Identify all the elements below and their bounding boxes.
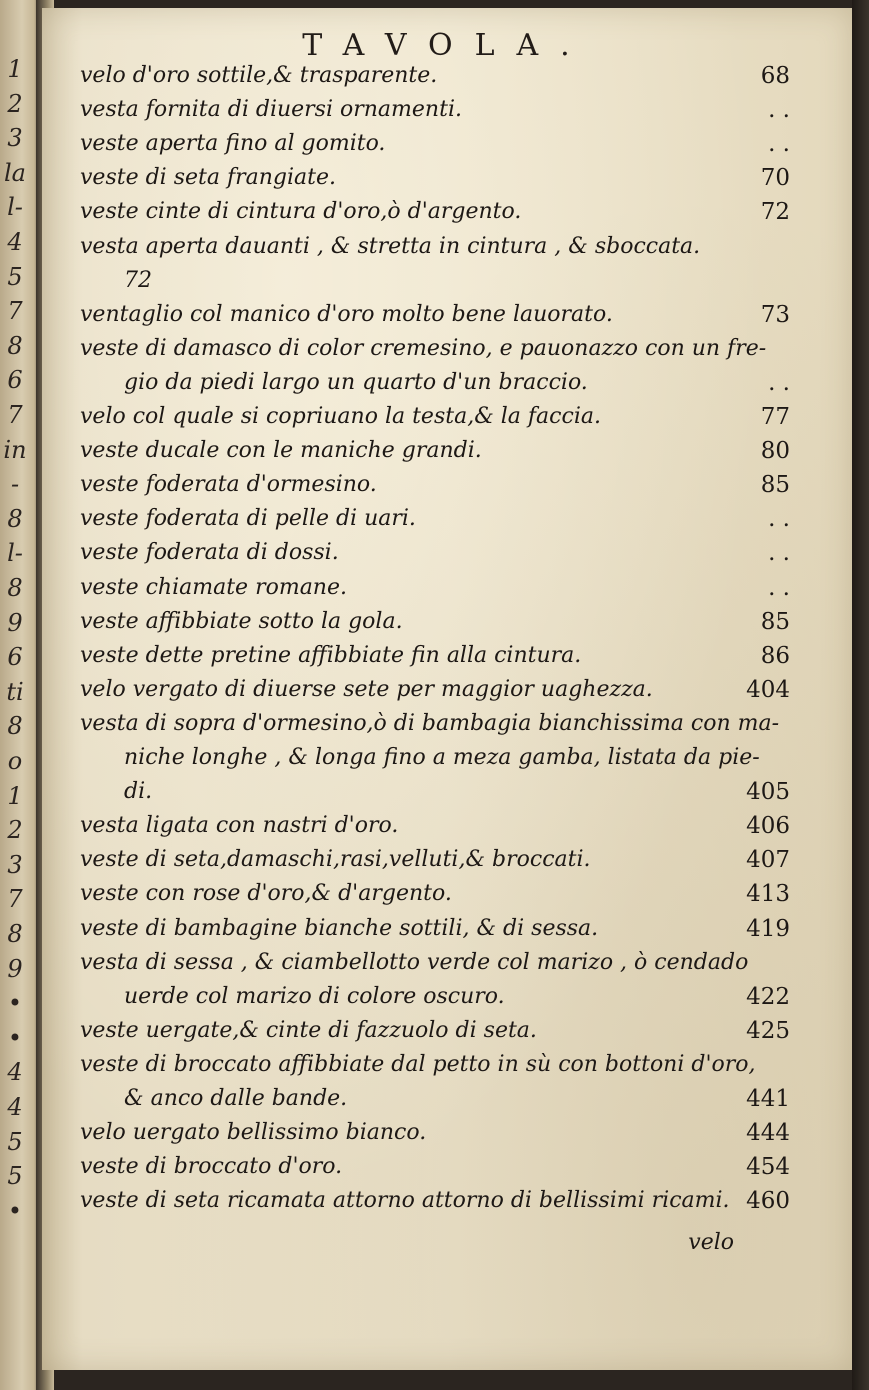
entry-text: vesta di sessa , & ciambellotto verde col marizo , ò cendado xyxy=(80,949,749,975)
index-entry-continuation xyxy=(124,745,790,779)
facing-page-glyph: 4 xyxy=(7,1093,23,1121)
facing-page-glyph: in xyxy=(3,435,27,464)
facing-page-glyph: 8 xyxy=(7,504,23,533)
index-entry xyxy=(80,234,790,268)
facing-page-glyph: • xyxy=(7,1196,23,1225)
entry-text: veste dette pretine affibbiate fin alla cintura. xyxy=(80,642,582,668)
index-entry xyxy=(80,711,790,745)
facing-page-glyph: 7 xyxy=(7,885,23,914)
index-entry xyxy=(80,609,790,643)
index-entry xyxy=(80,1154,790,1188)
entry-text: veste di broccato affibbiate dal petto in sù con bottoni d'oro, xyxy=(80,1051,756,1077)
entry-text: veste uergate,& cinte di fazzuolo di seta. xyxy=(80,1017,537,1043)
index-entry xyxy=(80,472,790,506)
facing-page-glyph: 6 xyxy=(7,366,23,395)
index-entry xyxy=(80,404,790,438)
facing-page-glyph: 5 xyxy=(7,1162,23,1191)
entry-text: vesta aperta dauanti , & stretta in cintura , & sboccata. xyxy=(80,233,701,259)
entry-text: veste aperta fino al gomito. xyxy=(80,131,386,157)
entry-text: di. xyxy=(124,779,153,805)
facing-page-glyph: 8 xyxy=(7,920,23,948)
facing-page-glyph: 3 xyxy=(7,850,23,879)
entry-text: veste di bambagine bianche sottili, & di sessa. xyxy=(80,915,599,941)
entry-page-number: . . xyxy=(768,131,790,158)
entry-page-number: 441 xyxy=(746,1086,790,1112)
facing-page-glyph: 4 xyxy=(7,1058,23,1087)
page-header: TAVOLA. xyxy=(302,28,592,63)
entry-text: veste di damasco di color cremesino, e pauonazzo con un fre- xyxy=(80,335,767,361)
facing-page-glyph: 5 xyxy=(7,262,23,291)
entry-text: vesta ligata con nastri d'oro. xyxy=(80,813,399,839)
index-entry-continuation xyxy=(124,268,790,302)
index-entry xyxy=(80,506,790,540)
entry-page-number: 85 xyxy=(760,608,790,635)
entry-page-number: 80 xyxy=(760,438,790,465)
index-entry xyxy=(80,916,790,950)
index-entry xyxy=(80,813,790,847)
entry-page-number: 405 xyxy=(746,779,790,806)
entry-page-number: 419 xyxy=(746,915,790,942)
entry-page-number: 70 xyxy=(760,165,790,192)
facing-page-glyph: 3 xyxy=(7,124,23,153)
entry-page-number: 404 xyxy=(746,676,790,703)
entry-page-number: . . xyxy=(768,369,790,396)
index-entry xyxy=(80,165,790,199)
facing-page-glyph: ti xyxy=(6,677,24,706)
facing-page-glyph: 5 xyxy=(7,1127,23,1156)
facing-page-glyph: 6 xyxy=(7,643,23,672)
facing-page-glyph: 4 xyxy=(7,228,23,256)
index-entry xyxy=(80,1120,790,1154)
entry-page-number: 68 xyxy=(760,63,790,89)
entry-page-number: . . xyxy=(768,540,790,567)
index-entry xyxy=(80,847,790,881)
index-entry xyxy=(80,336,790,370)
entry-text: velo d'oro sottile,& trasparente. xyxy=(80,63,438,88)
facing-page-glyph: 8 xyxy=(7,574,23,602)
facing-page-glyph: l- xyxy=(7,193,23,222)
index-entry-continuation xyxy=(124,370,790,404)
entry-page-number: 77 xyxy=(760,404,790,430)
facing-page-glyph: 9 xyxy=(7,954,23,983)
entry-text: veste foderata d'ormesino. xyxy=(80,472,377,498)
entry-page-number: 413 xyxy=(746,881,790,908)
index-entry xyxy=(80,1018,790,1052)
facing-page-glyph: - xyxy=(10,470,20,499)
entry-page-number: 407 xyxy=(746,847,790,874)
entry-page-number: 425 xyxy=(746,1017,790,1044)
facing-page-glyph: 9 xyxy=(7,608,23,637)
entry-text: veste cinte di cintura d'oro,ò d'argento. xyxy=(80,199,522,225)
facing-page-glyph: 2 xyxy=(7,89,23,118)
entry-text: ventaglio col manico d'oro molto bene lauorato. xyxy=(80,301,613,327)
page-edge-shadow xyxy=(852,0,869,1390)
index-entry-continuation xyxy=(124,1086,790,1120)
facing-page-glyph: 8 xyxy=(7,331,23,360)
entry-text: velo uergato bellissimo bianco. xyxy=(80,1120,427,1146)
facing-page-glyph: 8 xyxy=(7,712,23,741)
facing-page-glyph: la xyxy=(4,158,26,187)
index-entry xyxy=(80,540,790,574)
index-entry xyxy=(80,677,790,711)
entry-text: veste chiamate romane. xyxy=(80,574,347,600)
entry-text: vesta di sopra d'ormesino,ò di bambagia bianchissima con ma- xyxy=(80,710,780,736)
facing-page-glyph: 2 xyxy=(7,816,23,845)
entry-page-number: 86 xyxy=(760,642,790,669)
entry-page-number: 454 xyxy=(746,1154,790,1181)
entry-text: vesta fornita di diuersi ornamenti. xyxy=(80,97,462,123)
index-entry xyxy=(80,131,790,165)
index-entry xyxy=(80,97,790,131)
facing-page-glyph: 1 xyxy=(7,55,23,83)
entry-text: niche longhe , & longa fino a meza gamba, listata da pie- xyxy=(124,745,760,770)
index-entry xyxy=(80,881,790,915)
entry-page-number: 460 xyxy=(746,1188,790,1215)
entry-text: veste foderata di pelle di uari. xyxy=(80,506,416,532)
entry-text: veste di seta frangiate. xyxy=(80,165,336,191)
entry-text: veste di seta ricamata attorno attorno di bellissimi ricami. xyxy=(80,1188,730,1214)
facing-page-glyph: • xyxy=(7,989,23,1018)
facing-page-glyph: 7 xyxy=(7,297,23,326)
entry-page-number: 72 xyxy=(760,199,790,226)
index-entry xyxy=(80,199,790,233)
index-entry-continuation xyxy=(124,779,790,813)
entry-page-number: . . xyxy=(768,506,790,533)
entry-text: veste di seta,damaschi,rasi,velluti,& broccati. xyxy=(80,847,591,873)
index-entry xyxy=(80,1188,790,1222)
entry-text: veste foderata di dossi. xyxy=(80,540,339,566)
facing-page-glyph: • xyxy=(7,1023,23,1052)
facing-page-glyph: 7 xyxy=(7,401,23,429)
entry-page-number: 444 xyxy=(746,1120,790,1147)
entry-page-number: . . xyxy=(768,97,790,124)
index-entry xyxy=(80,1052,790,1086)
book-page xyxy=(42,8,852,1370)
entry-page-number: 73 xyxy=(760,301,790,328)
entry-text: veste affibbiate sotto la gola. xyxy=(80,608,403,634)
entry-text: 72 xyxy=(124,267,152,293)
index-entry-continuation xyxy=(124,984,790,1018)
entry-text: veste di broccato d'oro. xyxy=(80,1154,343,1180)
entry-text: veste con rose d'oro,& d'argento. xyxy=(80,881,452,907)
facing-page-glyph: l- xyxy=(7,539,23,568)
catchword: velo xyxy=(688,1230,734,1255)
entry-page-number: 422 xyxy=(746,983,790,1010)
index-entry xyxy=(80,643,790,677)
entry-page-number: 85 xyxy=(760,472,790,499)
entry-text: gio da piedi largo un quarto d'un braccio. xyxy=(124,369,588,395)
index-entry xyxy=(80,575,790,609)
index-entry xyxy=(80,950,790,984)
entry-page-number: . . xyxy=(768,574,790,601)
facing-page-edge xyxy=(0,0,40,1390)
entry-page-number: 406 xyxy=(746,813,790,840)
entry-text: velo col quale si copriuano la testa,& la faccia. xyxy=(80,404,601,429)
entry-text: velo vergato di diuerse sete per maggior uaghezza. xyxy=(80,676,653,702)
index-entry xyxy=(80,438,790,472)
facing-page-glyph: 1 xyxy=(7,781,23,810)
facing-page-glyph: o xyxy=(7,747,23,775)
entry-text: veste ducale con le maniche grandi. xyxy=(80,438,482,464)
index-entry xyxy=(80,302,790,336)
index-entry xyxy=(80,63,790,97)
entry-text: uerde col marizo di colore oscuro. xyxy=(124,983,505,1009)
entry-text: & anco dalle bande. xyxy=(124,1086,348,1111)
